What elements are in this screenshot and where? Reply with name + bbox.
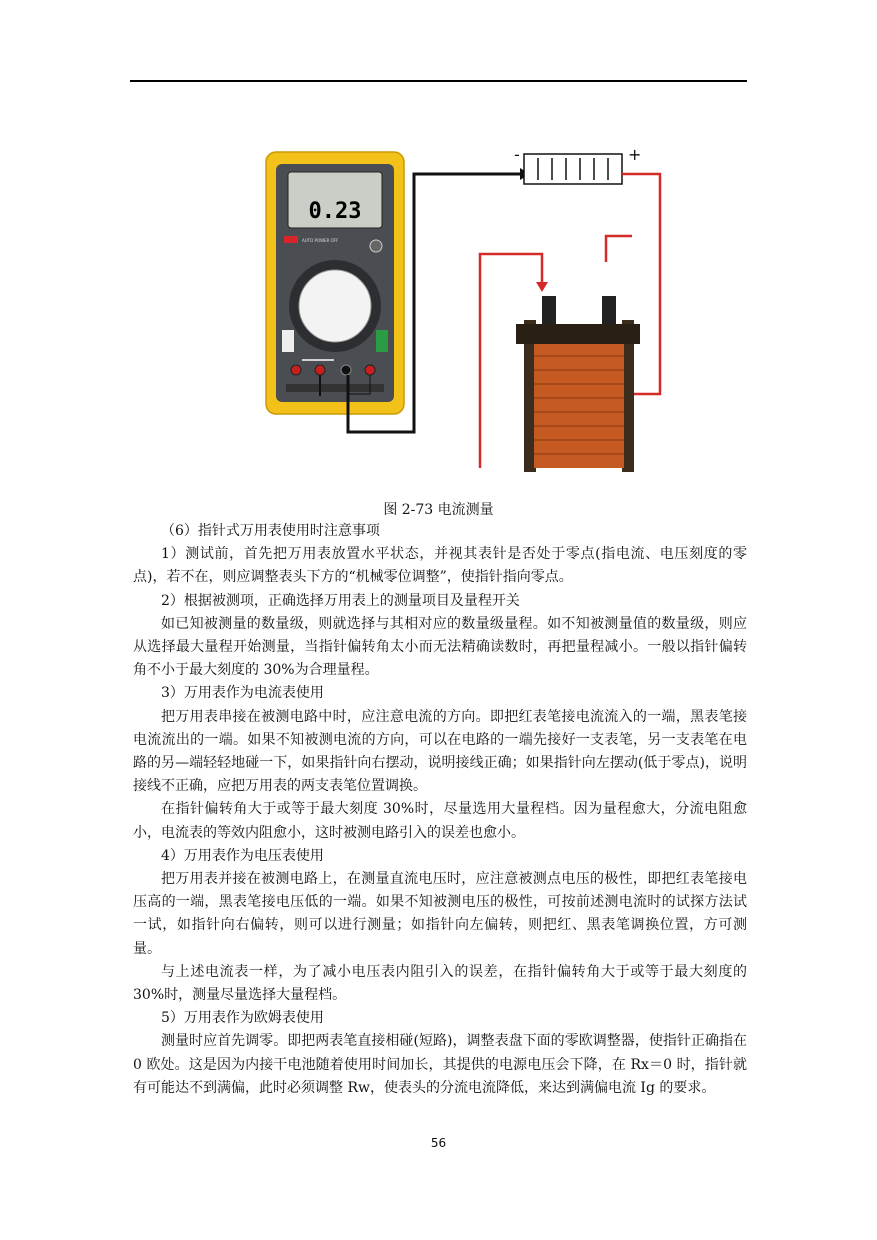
current-measurement-figure (262, 138, 682, 483)
body-text (133, 520, 747, 1100)
header-rule (130, 80, 747, 82)
paragraph: 4）万用表作为电压表使用 (161, 847, 324, 864)
battery-plus-sign: + (628, 145, 642, 164)
capacitor-socket (282, 330, 294, 352)
brand-strip (286, 384, 384, 392)
coil-top-plate (516, 324, 640, 344)
paragraph: 如已知被测量的数量级，则就选择与其相对应的数量级量程。如不知被测量值的数量级，则应从选择最大量程开始测量，当指针偏转角太小而无法精确读数时，再把量程减小。一般以指针偏转角不小于最大刻度的 30%为合理量程。 (133, 615, 747, 679)
range-selector-knob (299, 270, 371, 342)
jack-ma (315, 365, 325, 375)
paragraph: （6）指针式万用表使用时注意事项 (161, 523, 380, 539)
transistor-socket (376, 330, 388, 352)
circuit-illustration (262, 138, 682, 483)
figure-caption: 图 2-73 电流测量 (383, 502, 494, 518)
copper-winding (534, 344, 624, 468)
paragraph: 把万用表串接在被测电路中时，应注意电流的方向。即把红表笔接电流流入的一端，黑表笔接电流流出的一端。如果不知被测电流的方向，可以在电路的一端先接好一支表笔，另一支表笔在电路的另—端轻轻地碰一下，如果指针向右摆动，说明接线正确；如果指针向左摆动(低于零点)，说明接线不正确，应把万用表的两支表笔位置调换。 (133, 708, 747, 795)
battery-minus-sign: - (514, 145, 520, 164)
paragraph: 测量时应首先调零。即把两表笔直接相碰(短路)，调整表盘下面的零欧调整器，使指针正确指在 0 欧处。这是因为内接干电池随着使用时间加长，其提供的电源电压会下降，在 Rx＝0 时，指针就有可能达不到满偏，此时必须调整 Rw，使表头的分流电流降低，来达到满偏电流 Ig 的要求。 (133, 1033, 747, 1096)
hold-button (370, 240, 382, 252)
paragraph: 在指针偏转角大于或等于最大刻度 30%时，尽量选用大量程档。因为量程愈大，分流电阻愈小，电流表的等效内阻愈小，这时被测电路引入的误差也愈小。 (133, 801, 747, 841)
paragraph: 5）万用表作为欧姆表使用 (161, 1010, 324, 1027)
page-number: 56 (430, 1136, 447, 1150)
coil-terminal-left (542, 296, 556, 324)
jack-v-ohm (365, 365, 375, 375)
paragraph: 与上述电流表一样，为了减小电压表内阻引入的误差，在指针偏转角大于或等于最大刻度的 30%时，测量尽量选择大量程档。 (133, 963, 747, 1004)
meter-brand-label: AUTO POWER OFF (302, 238, 339, 243)
paragraph: 1）测试前，首先把万用表放置水平状态，并视其表针是否处于零点(指电流、电压刻度的零点)，若不在，则应调整表头下方的“机械零位调整”，使指针指向零点。 (133, 546, 747, 586)
paragraph: 3）万用表作为电流表使用 (161, 685, 324, 702)
jack-a (291, 365, 301, 375)
coil-terminal-right (602, 296, 616, 324)
jack-com (341, 365, 351, 375)
power-button (284, 236, 298, 243)
paragraph: 把万用表并接在被测电路上，在测量直流电压时，应注意被测点电压的极性，即把红表笔接电压高的一端，黑表笔接电压低的一端。如果不知被测电压的极性，可按前述测电流时的试探方法试一试，如指针向右偏转，则可以进行测量；如指针向左偏转，则把红、黑表笔调换位置，方可测量。 (133, 871, 747, 957)
paragraph: 2）根据被测项，正确选择万用表上的测量项目及量程开关 (161, 592, 520, 609)
lcd-reading: 0.23 (308, 199, 362, 224)
red-lead-segment (606, 236, 632, 262)
red-lead-arrowhead (536, 282, 548, 292)
